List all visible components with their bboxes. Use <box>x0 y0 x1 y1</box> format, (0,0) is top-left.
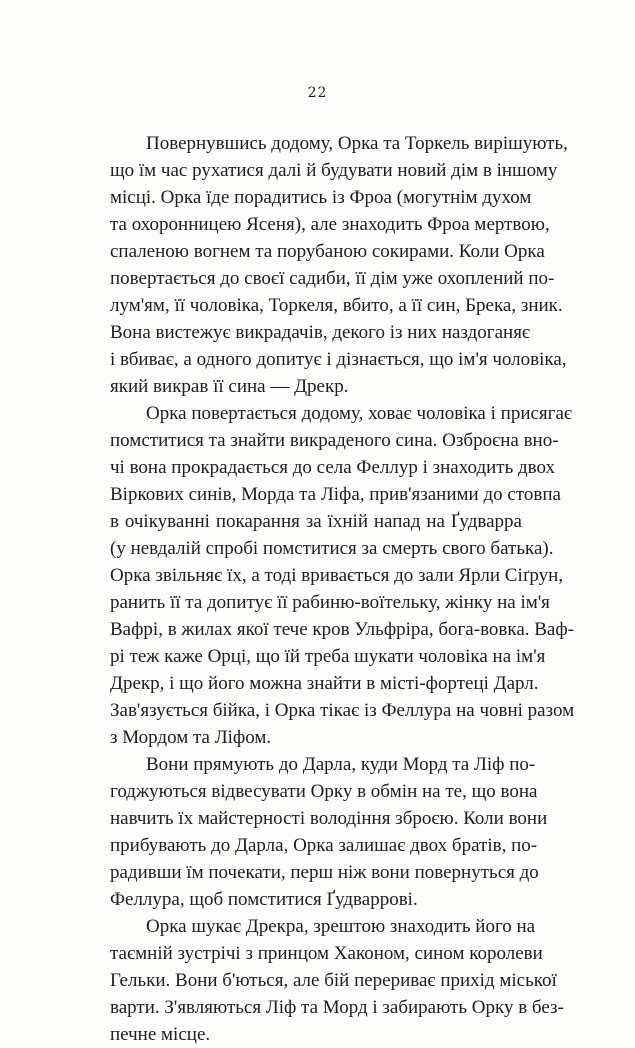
text-line: з Мордом та Ліфом. <box>110 727 272 748</box>
text-line: годжуються відвесувати Орку в обмін на те, що вона <box>110 781 538 802</box>
text-line: Віркових синів, Морда та Ліфа, прив'язаними до стовпа <box>110 484 561 505</box>
text-line: Орка шукає Дрекра, зрештою знаходить його на <box>146 916 536 937</box>
text-line: Орка звільняє їх, а тоді вривається до зали Ярли Сіґрун, <box>110 565 564 586</box>
text-line: спаленою вогнем та порубаною сокирами. Коли Орка <box>110 241 545 262</box>
text-line: Дрекр, і що його можна знайти в місті-фортеці Дарл. <box>110 673 539 694</box>
text-line: що їм час рухатися далі й будувати новий дім в іншому <box>110 160 558 181</box>
text-line: печне місце. <box>110 1024 211 1045</box>
text-line: Вафрі, в жилах якої тече кров Ульфріра, бога-вовка. Ваф- <box>110 619 574 640</box>
text-line: який викрав її сина — Дрекр. <box>110 376 349 397</box>
text-line: повертається до своєї садиби, її дім уже охоплений по- <box>110 268 555 289</box>
text-line: Вони прямують до Дарла, куди Морд та Ліф по- <box>146 754 536 775</box>
text-line: помститися та знайти викраденого сина. Озброєна вно- <box>110 430 559 451</box>
text-line: місці. Орка їде порадитись із Фроа (могутнім духом <box>110 187 532 208</box>
page-number: 22 <box>307 85 328 101</box>
text-line: та охоронницею Ясеня), але знаходить Фроа мертвою, <box>110 214 550 235</box>
text-line: радивши їм почекати, перш ніж вони повернуться до <box>110 862 539 883</box>
text-line: лум'ям, її чоловіка, Торкеля, вбито, а її син, Брека, зник. <box>110 295 563 316</box>
text-line: Гельки. Вони б'ються, але бій перериває прихід міської <box>110 970 557 991</box>
text-line: таємній зустрічі з принцом Хаконом, сином королеви <box>110 943 543 964</box>
text-line: Феллура, щоб помститися Ґудваррові. <box>110 889 418 910</box>
text-line: (у невдалій спробі помститися за смерть свого батька). <box>110 538 554 559</box>
body-text <box>110 130 575 1048</box>
text-line: варти. З'являються Ліф та Морд і забирають Орку в без- <box>110 997 564 1018</box>
text-line: Орка повертається додому, ховає чоловіка і присягає <box>146 403 573 424</box>
text-line: в очікуванні покарання за їхній напад на Ґудварра <box>110 511 522 532</box>
text-line: ранить її та допитує її рабиню-воїтельку, жінку на ім'я <box>110 592 550 613</box>
text-line: і вбиває, а одного допитує і дізнається, що ім'я чоловіка, <box>110 349 567 370</box>
text-line: чі вона прокрадається до села Феллур і знаходить двох <box>110 457 556 478</box>
text-line: рі теж каже Орці, що їй треба шукати чоловіка на ім'я <box>110 646 546 667</box>
text-line: Зав'язується бійка, і Орка тікає із Феллура на човні разом <box>110 700 575 721</box>
text-line: Вона вистежує викрадачів, декого із них наздоганяє <box>110 322 531 343</box>
text-line: прибувають до Дарла, Орка залишає двох братів, по- <box>110 835 538 856</box>
text-line: навчить їх майстерності володіння зброєю. Коли вони <box>110 808 548 829</box>
text-line: Повернувшись додому, Орка та Торкель вирішують, <box>146 133 568 154</box>
